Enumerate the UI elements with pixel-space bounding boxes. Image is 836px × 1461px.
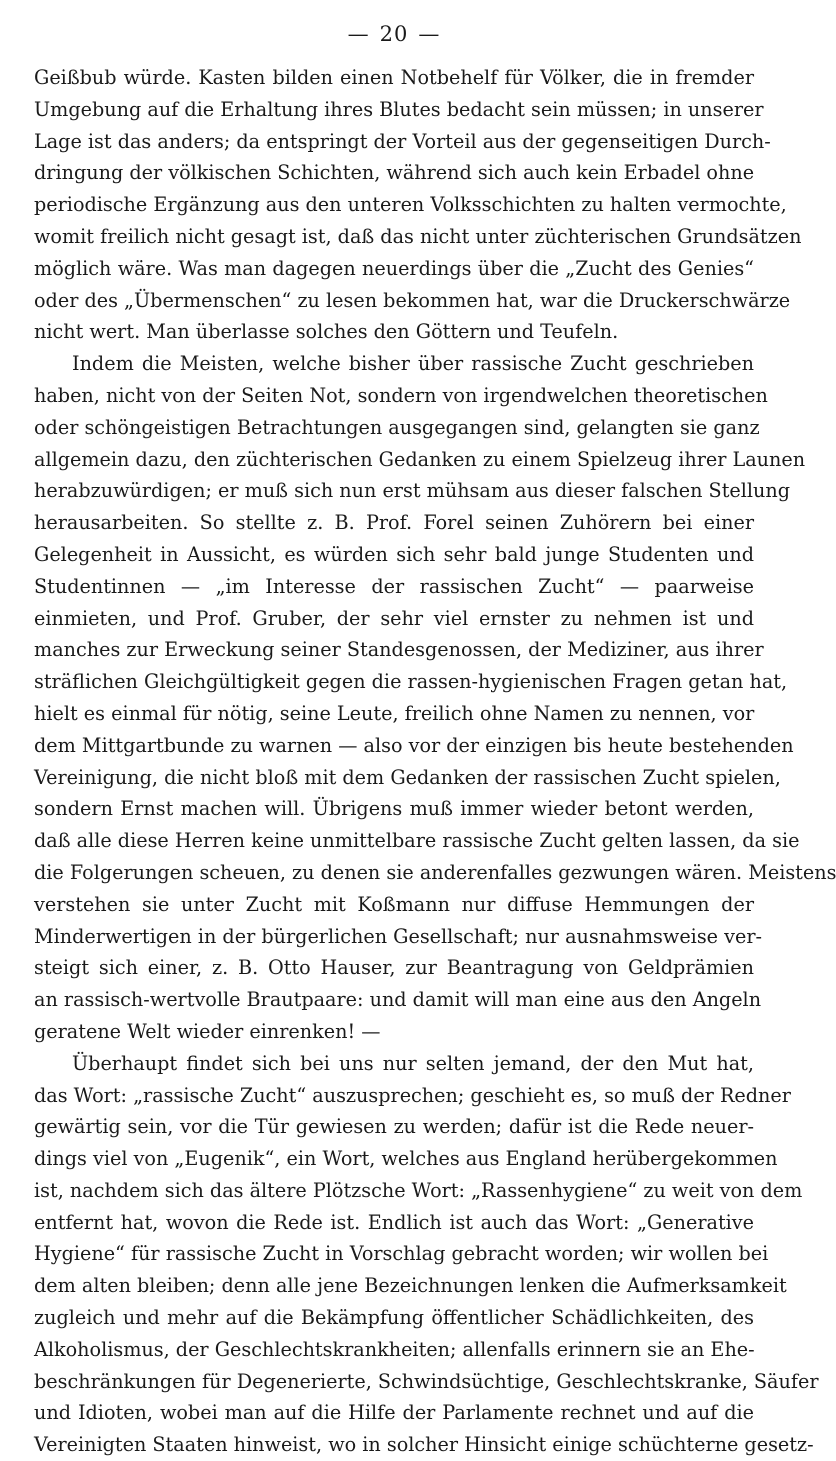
text-line: Überhaupt findet sich bei uns nur selten jemand, der den Mut hat,: [72, 1051, 754, 1075]
text-line: allgemein dazu, den züchterischen Gedanken zu einem Spielzeug ihrer Launen: [34, 447, 806, 471]
text-line: Vereinigten Staaten hinweist, wo in solcher Hinsicht einige schüchterne gesetz-: [34, 1433, 814, 1457]
text-line: dringung der völkischen Schichten, während sich auch kein Erbadel ohne: [34, 161, 755, 185]
text-line: Hygiene“ für rassische Zucht in Vorschlag gebracht worden; wir wollen bei: [34, 1242, 769, 1266]
page-number-dash-right: —: [418, 22, 441, 46]
text-line: dings viel von „Eugenik“, ein Wort, welches aus England herübergekommen: [34, 1147, 778, 1171]
text-line: periodische Ergänzung aus den unteren Volksschichten zu halten vermochte,: [34, 193, 787, 217]
text-line: das Wort: „rassische Zucht“ auszusprechen; geschieht es, so muß der Redner: [34, 1083, 791, 1107]
text-line: daß alle diese Herren keine unmittelbare rassische Zucht gelten lassen, da sie: [34, 829, 800, 853]
text-line: ist, nachdem sich das ältere Plötzsche Wort: „Rassenhygiene“ zu weit von dem: [34, 1178, 803, 1202]
text-line: Studentinnen — „im Interesse der rassischen Zucht“ — paarweise: [34, 574, 754, 598]
page-number-value: 20: [379, 22, 409, 46]
text-line: und Idioten, wobei man auf die Hilfe der Parlamente rechnet und auf die: [34, 1401, 754, 1425]
text-line: gewärtig sein, vor die Tür gewiesen zu werden; dafür ist die Rede neuer-: [34, 1115, 754, 1139]
page-number-dash-left: —: [347, 22, 370, 46]
text-line: dem alten bleiben; denn alle jene Bezeichnungen lenken die Aufmerksamkeit: [34, 1274, 787, 1298]
text-line: Umgebung auf die Erhaltung ihres Blutes bedacht sein müssen; in unserer: [34, 97, 764, 121]
book-page: [34, 20, 836, 1457]
text-line: Indem die Meisten, welche bisher über rassische Zucht geschrieben: [72, 352, 754, 376]
text-line: Minderwertigen in der bürgerlichen Gesellschaft; nur ausnahmsweise ver-: [34, 924, 762, 948]
text-line: Lage ist das anders; da entspringt der Vorteil aus der gegenseitigen Durch-: [34, 129, 771, 153]
text-line: dem Mittgartbunde zu warnen — also vor der einzigen bis heute bestehenden: [34, 733, 794, 757]
text-line: möglich wäre. Was man dagegen neuerdings über die „Zucht des Genies“: [34, 256, 754, 280]
text-line: an rassisch-wertvolle Brautpaare: und damit will man eine aus den Angeln: [34, 988, 762, 1012]
text-line: womit freilich nicht gesagt ist, daß das nicht unter züchterischen Grundsätzen: [34, 224, 802, 248]
text-line: die Folgerungen scheuen, zu denen sie anderenfalles gezwungen wären. Meistens: [34, 860, 836, 884]
text-line: sondern Ernst machen will. Übrigens muß immer wieder betont werden,: [34, 797, 754, 821]
text-line: entfernt hat, wovon die Rede ist. Endlich ist auch das Wort: „Generative: [34, 1210, 754, 1234]
text-line: steigt sich einer, z. B. Otto Hauser, zur Beantragung von Geldprämien: [34, 956, 754, 980]
text-line: haben, nicht von der Seiten Not, sondern von irgendwelchen theoretischen: [34, 383, 768, 407]
text-line: sträflichen Gleichgültigkeit gegen die rassen-hygienischen Fragen getan hat,: [34, 670, 788, 694]
text-line: hielt es einmal für nötig, seine Leute, freilich ohne Namen zu nennen, vor: [34, 701, 755, 725]
text-line: beschränkungen für Degenerierte, Schwindsüchtige, Geschlechtskranke, Säufer: [34, 1369, 819, 1393]
text-line: verstehen sie unter Zucht mit Koßmann nur diffuse Hemmungen der: [34, 892, 754, 916]
text-line: Alkoholismus, der Geschlechtskrankheiten; allenfalls erinnern sie an Ehe-: [34, 1337, 755, 1361]
text-line: manches zur Erweckung seiner Standesgenossen, der Mediziner, aus ihrer: [34, 638, 764, 662]
text-line: nicht wert. Man überlasse solches den Göttern und Teufeln.: [34, 320, 619, 344]
page-number: [34, 20, 754, 48]
text-line: Vereinigung, die nicht bloß mit dem Gedanken der rassischen Zucht spielen,: [34, 765, 781, 789]
text-line: oder des „Übermenschen“ zu lesen bekommen hat, war die Druckerschwärze: [34, 288, 791, 312]
body-text: [34, 62, 836, 1461]
text-line: herabzuwürdigen; er muß sich nun erst mühsam aus dieser falschen Stellung: [34, 479, 791, 503]
text-line: einmieten, und Prof. Gruber, der sehr viel ernster zu nehmen ist und: [34, 606, 754, 630]
text-line: Gelegenheit in Aussicht, es würden sich sehr bald junge Studenten und: [34, 542, 754, 566]
text-line: herausarbeiten. So stellte z. B. Prof. Forel seinen Zuhörern bei einer: [34, 511, 754, 535]
text-line: zugleich und mehr auf die Bekämpfung öffentlicher Schädlichkeiten, des: [34, 1306, 754, 1330]
text-line: Geißbub würde. Kasten bilden einen Notbehelf für Völker, die in fremder: [34, 66, 754, 89]
text-line: oder schöngeistigen Betrachtungen ausgegangen sind, gelangten sie ganz: [34, 415, 760, 439]
text-line: geratene Welt wieder einrenken! —: [34, 1019, 381, 1043]
